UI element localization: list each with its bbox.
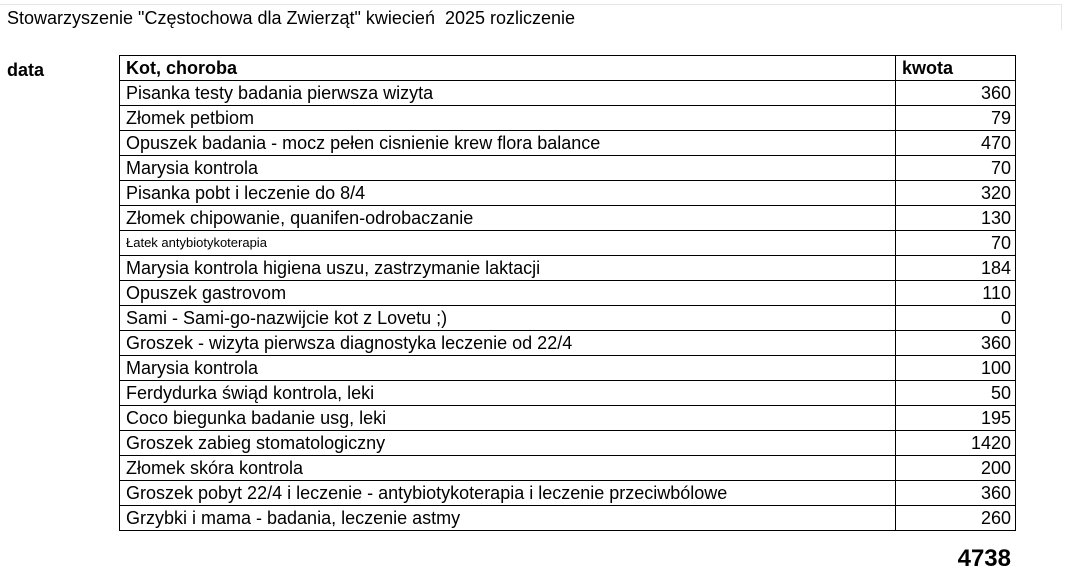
table-row: [120, 431, 1016, 456]
row-description: Złomek petbiom: [120, 106, 896, 131]
row-amount: 470: [896, 131, 1016, 156]
row-description: Ferdydurka świąd kontrola, leki: [120, 381, 896, 406]
expenses-table: [119, 55, 1016, 531]
table-row: [120, 456, 1016, 481]
row-amount: 130: [896, 206, 1016, 231]
table-row: [120, 356, 1016, 381]
row-amount: 110: [896, 281, 1016, 306]
row-description: Marysia kontrola higiena uszu, zastrzymanie laktacji: [120, 256, 896, 281]
table-row: [120, 306, 1016, 331]
row-amount: 79: [896, 106, 1016, 131]
row-amount: 50: [896, 381, 1016, 406]
table-row: [120, 481, 1016, 506]
table-row: [120, 256, 1016, 281]
header-gridline: [0, 4, 1062, 5]
row-description: Marysia kontrola: [120, 156, 896, 181]
table-row: [120, 381, 1016, 406]
row-description: Groszek zabieg stomatologiczny: [120, 431, 896, 456]
row-description: Pisanka testy badania pierwsza wizyta: [120, 81, 896, 106]
row-amount: 360: [896, 81, 1016, 106]
row-amount: 360: [896, 331, 1016, 356]
table-header-row: [120, 56, 1016, 81]
row-amount: 360: [896, 481, 1016, 506]
row-description: Złomek chipowanie, quanifen-odrobaczanie: [120, 206, 896, 231]
table-row: [120, 131, 1016, 156]
row-amount: 70: [896, 156, 1016, 181]
row-description: Opuszek gastrovom: [120, 281, 896, 306]
row-description: Marysia kontrola: [120, 356, 896, 381]
row-amount: 0: [896, 306, 1016, 331]
row-amount: 184: [896, 256, 1016, 281]
header-gridline-right: [1061, 4, 1062, 30]
row-description: Grzybki i mama - badania, leczenie astmy: [120, 506, 896, 531]
table-row: [120, 331, 1016, 356]
table-row: [120, 281, 1016, 306]
row-description: Sami - Sami-go-nazwijcie kot z Lovetu ;): [120, 306, 896, 331]
column-header-amount: kwota: [896, 56, 1016, 81]
column-header-cat: Kot, choroba: [120, 56, 896, 81]
date-column-label: data: [7, 60, 45, 80]
page-title: Stowarzyszenie "Częstochowa dla Zwierząt" kwiecień 2025 rozliczenie: [7, 8, 576, 28]
table-row: [120, 506, 1016, 531]
row-description: Złomek skóra kontrola: [120, 456, 896, 481]
row-description: Groszek - wizyta pierwsza diagnostyka leczenie od 22/4: [120, 331, 896, 356]
table-row: [120, 206, 1016, 231]
row-description: Łatek antybiotykoterapia: [120, 231, 896, 256]
table-row: [120, 106, 1016, 131]
row-description: Groszek pobyt 22/4 i leczenie - antybiotykoterapia i leczenie przeciwbólowe: [120, 481, 896, 506]
row-amount: 100: [896, 356, 1016, 381]
row-amount: 200: [896, 456, 1016, 481]
table-row: [120, 181, 1016, 206]
row-description: Opuszek badania - mocz pełen cisnienie krew flora balance: [120, 131, 896, 156]
row-amount: 70: [896, 231, 1016, 256]
table-row: [120, 231, 1016, 256]
row-description: Pisanka pobt i leczenie do 8/4: [120, 181, 896, 206]
table-row: [120, 156, 1016, 181]
row-description: Coco biegunka badanie usg, leki: [120, 406, 896, 431]
row-amount: 260: [896, 506, 1016, 531]
table-row: [120, 406, 1016, 431]
total-amount: 4738: [957, 545, 1011, 572]
table-row: [120, 81, 1016, 106]
row-amount: 1420: [896, 431, 1016, 456]
row-amount: 195: [896, 406, 1016, 431]
row-amount: 320: [896, 181, 1016, 206]
